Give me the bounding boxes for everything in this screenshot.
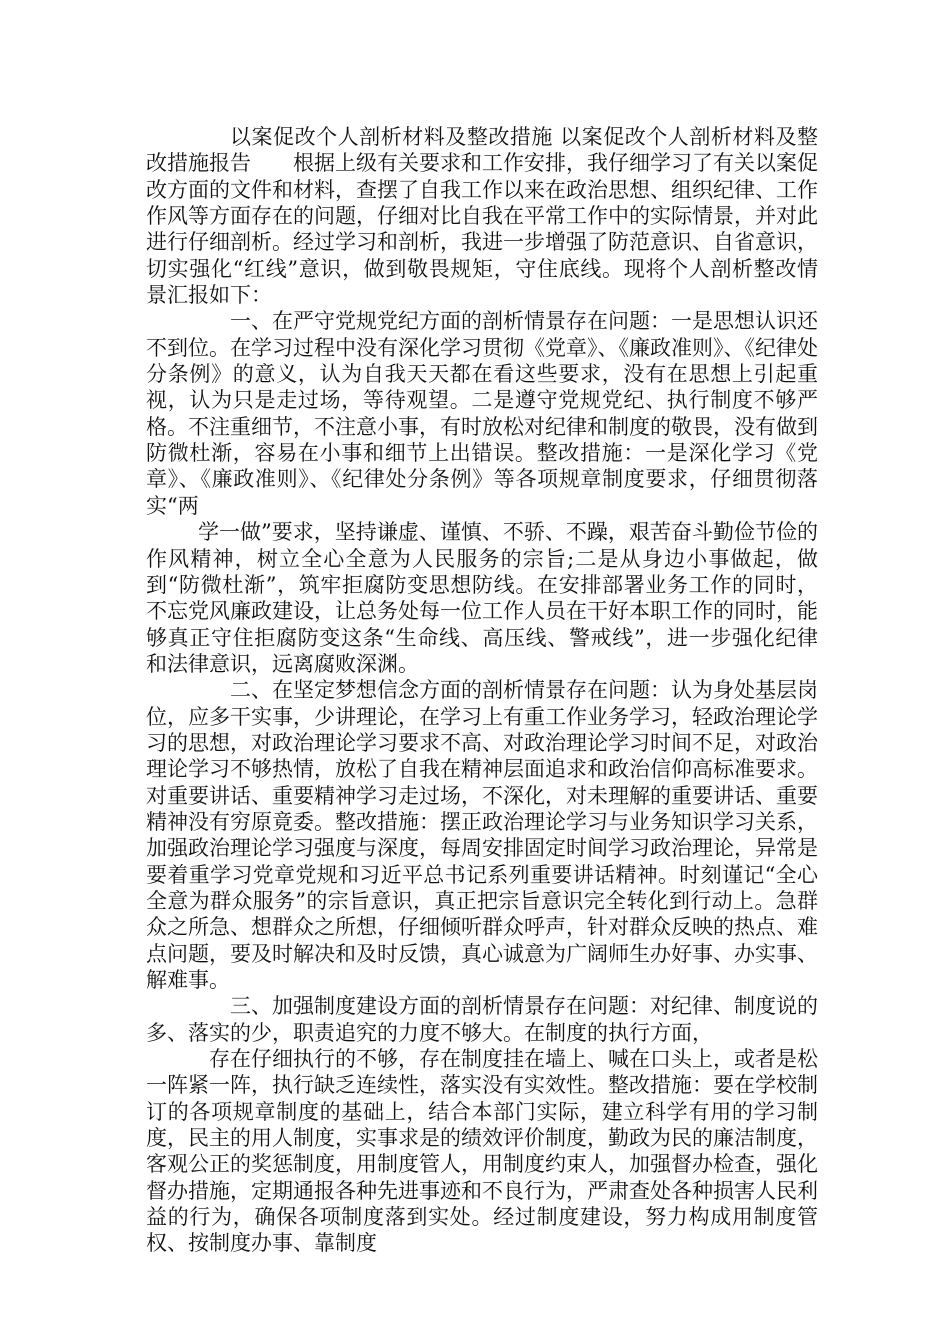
section-3-paragraph: 三、加强制度建设方面的剖析情景存在问题：对纪律、制度说的多、落实的少，职责追究的力度不够大。在制度的执行方面，	[146, 994, 818, 1045]
section-1-continuation-paragraph: 学一做”要求，坚持谦虚、谨慎、不骄、不躁，艰苦奋斗勤俭节俭的作风精神，树立全心全意为人民服务的宗旨;二是从身边小事做起，做到“防微杜渐”，筑牢拒腐防变思想防线。在安排部署业务工作的同时，不忘党风廉政建设，让总务处每一位工作人员在干好本职工作的同时，能够真正守住拒腐防变这条“生命线、高压线、警戒线”，进一步强化纪律和法律意识，远离腐败深渊。	[146, 520, 818, 676]
section-2-paragraph: 二、在坚定梦想信念方面的剖析情景存在问题：认为身处基层岗位，应多干实事，少讲理论，在学习上有重工作业务学习，轻政治理论学习的思想，对政治理论学习要求不高、对政治理论学习时间不足，对政治理论学习不够热情，放松了自我在精神层面追求和政治信仰高标准要求。对重要讲话、重要精神学习走过场，不深化，对未理解的重要讲话、重要精神没有穷原竟委。整改措施：摆正政治理论学习与业务知识学习关系，加强政治理论学习强度与深度，每周安排固定时间学习政治理论，异常是要着重学习党章党规和习近平总书记系列重要讲话精神。时刻谨记“全心全意为群众服务”的宗旨意识，真正把宗旨意识完全转化到行动上。急群众之所急、想群众之所想，仔细倾听群众呼声，针对群众反映的热点、难点问题，要及时解决和及时反馈，真心诚意为广阔师生办好事、办实事、解难事。	[146, 678, 818, 992]
document-body	[146, 124, 818, 1257]
section-3-continuation-paragraph: 存在仔细执行的不够，存在制度挂在墙上、喊在口头上，或者是松一阵紧一阵，执行缺乏连续性，落实没有实效性。整改措施：要在学校制订的各项规章制度的基础上，结合本部门实际，建立科学有用的学习制度，民主的用人制度，实事求是的绩效评价制度，勤政为民的廉洁制度，客观公正的奖惩制度，用制度管人，用制度约束人，加强督办检查，强化督办措施，定期通报各种先进事迹和不良行为，严肃查处各种损害人民利益的行为，确保各项制度落到实处。经过制度建设，努力构成用制度管权、按制度办事、靠制度	[146, 1047, 818, 1256]
intro-paragraph: 以案促改个人剖析材料及整改措施 以案促改个人剖析材料及整改措施报告 根据上级有关要求和工作安排，我仔细学习了有关以案促改方面的文件和材料，查摆了自我工作以来在政治思想、组织纪律、工作作风等方面存在的问题，仔细对比自我在平常工作中的实际情景，并对此进行仔细剖析。经过学习和剖析，我进一步增强了防范意识、自省意识，切实强化“红线”意识，做到敬畏规矩，守住底线。现将个人剖析整改情景汇报如下：	[146, 125, 818, 308]
section-1-paragraph: 一、在严守党规党纪方面的剖析情景存在问题：一是思想认识还不到位。在学习过程中没有深化学习贯彻《党章》、《廉政准则》、《纪律处分条例》的意义，认为自我天天都在看这些要求，没有在思想上引起重视，认为只是走过场，等待观望。二是遵守党规党纪、执行制度不够严格。不注重细节，不注意小事，有时放松对纪律和制度的敬畏，没有做到防微杜渐，容易在小事和细节上出错误。整改措施：一是深化学习《党章》、《廉政准则》、《纪律处分条例》等各项规章制度要求，仔细贯彻落实“两	[146, 309, 818, 518]
